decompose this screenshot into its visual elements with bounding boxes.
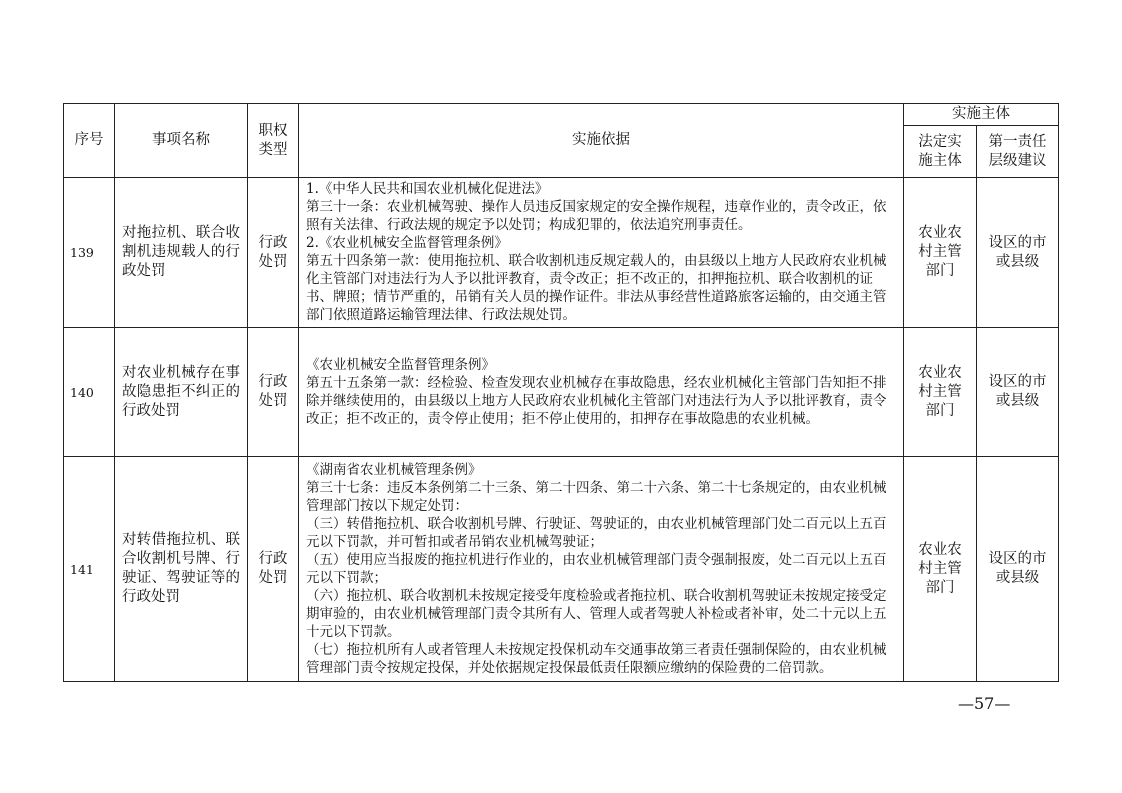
header-power-type-text: 职权类型 bbox=[258, 122, 288, 158]
power-type bbox=[248, 178, 299, 328]
legal-subject-text: 农业农村主管部门 bbox=[918, 541, 962, 596]
row-number: 140 bbox=[64, 328, 115, 457]
legal-subject bbox=[904, 328, 977, 457]
basis-line: 第三十七条：违反本条例第二十三条、第二十四条、第二十六条、第二十七条规定的，由农业机械管理部门按以下规定处罚： bbox=[306, 479, 887, 514]
legal-subject-text: 农业农村主管部门 bbox=[918, 225, 962, 279]
first-responsibility bbox=[977, 328, 1059, 457]
header-first-resp bbox=[977, 126, 1059, 178]
header-legal-subject bbox=[904, 126, 977, 178]
basis-line: （三）转借拖拉机、联合收割机号牌、行驶证、驾驶证的，由农业机械管理部门处二百元以上五百元以下罚款，并可暂扣或者吊销农业机械驾驶证； bbox=[306, 515, 887, 550]
basis-cell bbox=[299, 457, 904, 682]
table-row bbox=[64, 178, 1059, 328]
header-subject: 实施主体 bbox=[904, 104, 1059, 126]
first-responsibility-text: 设区的市或县级 bbox=[988, 234, 1047, 270]
row-number: 141 bbox=[64, 457, 115, 682]
power-type bbox=[248, 328, 299, 457]
administrative-power-table bbox=[63, 103, 1059, 682]
table-row bbox=[64, 328, 1059, 457]
power-type-text: 行政处罚 bbox=[258, 374, 288, 409]
power-type-text: 行政处罚 bbox=[258, 551, 288, 586]
basis-line: 《湖南省农业机械管理条例》 bbox=[306, 461, 482, 478]
power-type bbox=[248, 457, 299, 682]
header-seq: 序号 bbox=[64, 104, 115, 178]
basis-line: （六）拖拉机、联合收割机未按规定接受年度检验或者拖拉机、联合收割机驾驶证未按规定接受定期审验的，由农业机械管理部门责令其所有人、管理人或者驾驶人补检或者补审，处二十元以上五十元以下罚款。 bbox=[306, 587, 887, 640]
legal-subject-text: 农业农村主管部门 bbox=[918, 364, 962, 419]
header-item-name: 事项名称 bbox=[115, 104, 248, 178]
table-row bbox=[64, 457, 1059, 682]
legal-subject bbox=[904, 178, 977, 328]
basis-line: 2.《农业机械安全监督管理条例》 bbox=[306, 235, 508, 251]
basis-line: （五）使用应当报废的拖拉机进行作业的，由农业机械管理部门责令强制报废，处二百元以上五百元以下罚款； bbox=[306, 551, 887, 586]
header-power-type bbox=[248, 104, 299, 178]
basis-line: 1.《中华人民共和国农业机械化促进法》 bbox=[306, 181, 549, 197]
basis-line: （七）拖拉机所有人或者管理人未按规定投保机动车交通事故第三者责任强制保险的，由农业机械管理部门责令按规定投保，并处依据规定投保最低责任限额应缴纳的保险费的二倍罚款。 bbox=[306, 641, 887, 676]
basis-cell bbox=[299, 328, 904, 457]
basis-line: 第三十一条：农业机械驾驶、操作人员违反国家规定的安全操作规程，违章作业的，责令改正，依照有关法律、行政法规的规定予以处罚；构成犯罪的，依法追究刑事责任。 bbox=[306, 199, 887, 233]
header-basis: 实施依据 bbox=[299, 104, 904, 178]
header-legal-subject-text: 法定实施主体 bbox=[918, 133, 962, 169]
basis-line: 第五十四条第一款：使用拖拉机、联合收割机违反规定载人的，由县级以上地方人民政府农业机械化主管部门对违法行为人予以批评教育，责令改正；拒不改正的，扣押拖拉机、联合收割机的证书、牌照；情节严重的，吊销有关人员的操作证件。非法从事经营性道路旅客运输的，由交通主管部门依照道路运输管理法律、行政法规处罚。 bbox=[306, 253, 887, 323]
basis-line: 《农业机械安全监督管理条例》 bbox=[306, 356, 495, 373]
page-number: —57— bbox=[958, 694, 1011, 713]
basis-line: 第五十五条第一款：经检验、检查发现农业机械存在事故隐患，经农业机械化主管部门告知拒不排除并继续使用的，由县级以上地方人民政府农业机械化主管部门对违法行为人予以批评教育，责令改正；拒不改正的，责令停止使用；拒不停止使用的，扣押存在事故隐患的农业机械。 bbox=[306, 374, 887, 427]
first-responsibility bbox=[977, 178, 1059, 328]
header-first-resp-text: 第一责任层级建议 bbox=[988, 133, 1047, 169]
first-responsibility bbox=[977, 457, 1059, 682]
legal-subject bbox=[904, 457, 977, 682]
item-name: 对转借拖拉机、联合收割机号牌、行驶证、驾驶证等的行政处罚 bbox=[115, 457, 248, 682]
row-number: 139 bbox=[64, 178, 115, 328]
item-name: 对农业机械存在事故隐患拒不纠正的行政处罚 bbox=[115, 328, 248, 457]
first-responsibility-text: 设区的市或县级 bbox=[988, 551, 1047, 586]
power-type-text: 行政处罚 bbox=[258, 234, 288, 270]
item-name: 对拖拉机、联合收割机违规载人的行政处罚 bbox=[115, 178, 248, 328]
first-responsibility-text: 设区的市或县级 bbox=[988, 374, 1047, 409]
basis-cell bbox=[299, 178, 904, 328]
